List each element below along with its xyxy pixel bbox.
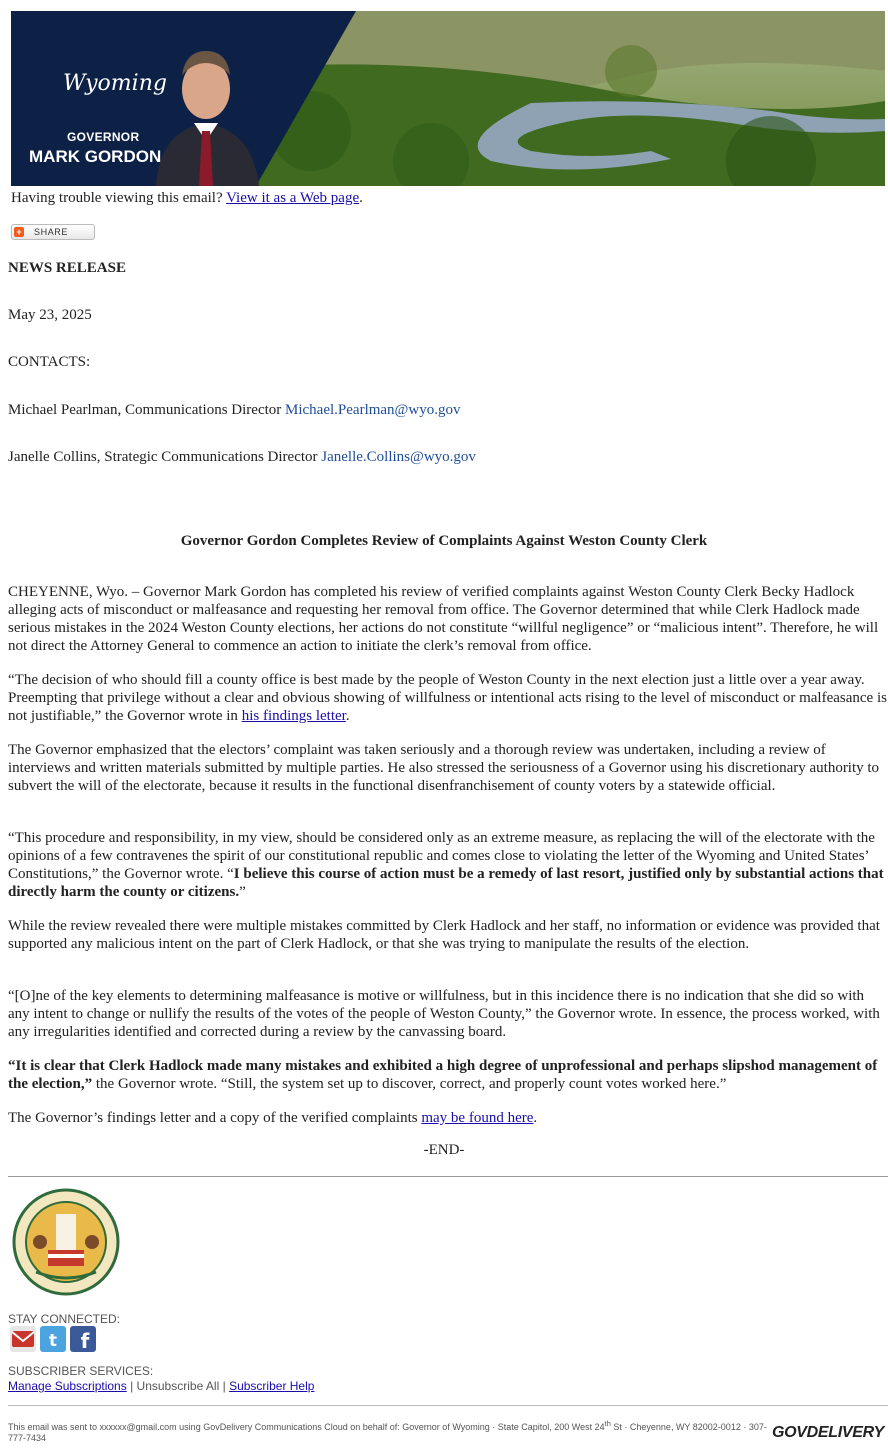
- subscriber-services-label: SUBSCRIBER SERVICES:: [8, 1364, 154, 1378]
- view-web-prefix: Having trouble viewing this email?: [11, 190, 223, 206]
- share-button[interactable]: [11, 224, 95, 240]
- complaints-link[interactable]: may be found here: [421, 1110, 534, 1126]
- state-seal-icon: [12, 1188, 120, 1296]
- email-icon[interactable]: [10, 1326, 36, 1352]
- view-web-notice: [11, 190, 363, 207]
- paragraph-4: [8, 829, 888, 901]
- footer-fine-print: [8, 1418, 778, 1444]
- headline: Governor Gordon Completes Review of Complaints Against Weston County Clerk: [180, 533, 708, 549]
- fine-print-address: St · Cheyenne, WY 82002-0012 · 307-777-7434: [8, 1422, 767, 1443]
- fine-print-text: This email was sent to xxxxxx@gmail.com using GovDelivery Communications Cloud on behalf of: Governor of Wyoming · State Capitol, 200 West 24: [8, 1422, 605, 1432]
- wyoming-logo: Wyoming: [63, 71, 167, 96]
- news-release-label: NEWS RELEASE: [8, 260, 126, 276]
- contact-2: [8, 448, 476, 466]
- findings-letter-link[interactable]: his findings letter: [241, 708, 346, 724]
- paragraph-3: The Governor emphasized that the electors’ complaint was taken seriously and a thorough review was undertaken, including a review of interviews and written materials submitted by multiple parties. He also stressed the seriousness of a Governor using his discretionary authority to subvert the will of the electorate, because it results in the functional disenfranchisement of county voters by a statewide official.: [8, 742, 880, 794]
- fine-print-superscript: th: [604, 1419, 611, 1428]
- manage-subscriptions-link[interactable]: Manage Subscriptions: [8, 1379, 127, 1393]
- paragraph-7-bold: “It is clear that Clerk Hadlock made many mistakes and exhibited a high degree of unprofessional and perhaps slipshod management of the election,”: [8, 1058, 878, 1092]
- footer-divider: [8, 1405, 888, 1406]
- unsubscribe-all-link[interactable]: Unsubscribe All: [136, 1379, 220, 1393]
- governor-label: GOVERNOR: [67, 130, 140, 144]
- separator-1: |: [130, 1379, 134, 1393]
- contact-1: [8, 401, 460, 419]
- paragraph-4-end: ”: [239, 884, 246, 900]
- paragraph-2: [8, 671, 888, 725]
- subscriber-links: [8, 1379, 314, 1393]
- paragraph-5: While the review revealed there were multiple mistakes committed by Clerk Hadlock and her staff, no information or evidence was provided that supported any malicious intent on the part of Clerk Hadlock, or that she was trying to manipulate the results of the election.: [8, 918, 880, 952]
- paragraph-7-text: the Governor wrote. “Still, the system set up to discover, correct, and properly count votes worked here.”: [92, 1076, 727, 1092]
- svg-text:t: t: [48, 1331, 58, 1351]
- twitter-icon[interactable]: [40, 1326, 66, 1352]
- share-label: SHARE: [34, 227, 69, 237]
- paragraph-1: CHEYENNE, Wyo. – Governor Mark Gordon has completed his review of verified complaints against Weston County Clerk Becky Hadlock alleging acts of misconduct or malfeasance and requesting her removal from office. The Governor determined that while Clerk Hadlock made serious mistakes in the 2024 Weston County elections, her actions do not constitute “willful negligence” or “malicious intent”. Therefore, he will not direct the Attorney General to commence an action to initiate the clerk’s removal from office.: [8, 584, 879, 654]
- paragraph-8: [8, 1109, 888, 1127]
- contact-1-text: Michael Pearlman, Communications Director: [8, 402, 282, 418]
- paragraph-4-bold: I believe this course of action must be a remedy of last resort, justified only by substantial actions that directly harm the county or citizens.: [8, 866, 884, 900]
- paragraph-4-text: “This procedure and responsibility, in my view, should be considered only as an extreme measure, as replacing the will of the electorate with the opinions of a few contravenes the spirit of our constitutional republic and comes close to violating the letter of the Wyoming and United States’ Constitutions,” the Governor wrote. “: [8, 830, 875, 882]
- svg-text:f: f: [80, 1329, 90, 1352]
- paragraph-8-text: The Governor’s findings letter and a copy of the verified complaints: [8, 1110, 422, 1126]
- release-date: May 23, 2025: [8, 307, 92, 323]
- govdelivery-logo[interactable]: GOVDELIVERY: [772, 1424, 884, 1441]
- view-web-link[interactable]: View it as a Web page: [226, 190, 360, 206]
- paragraph-6: “[O]ne of the key elements to determining malfeasance is motive or willfulness, but in this incidence there is no indication that she did so with any intent to change or nullify the results of the votes of the people of Weston County,” the Governor wrote. In essence, the process worked, with any irregularities identified and corrected during a review by the canvassing board.: [8, 988, 880, 1040]
- contacts-label: CONTACTS:: [8, 354, 91, 370]
- stay-connected-label: STAY CONNECTED:: [8, 1312, 121, 1326]
- governor-name: MARK GORDON: [29, 147, 162, 166]
- subscriber-help-link[interactable]: Subscriber Help: [229, 1379, 315, 1393]
- paragraph-2-end: .: [345, 708, 350, 724]
- header-banner: [11, 11, 885, 186]
- view-web-suffix: .: [359, 190, 363, 206]
- contact-2-email[interactable]: Janelle.Collins@wyo.gov: [321, 449, 476, 465]
- paragraph-7: [8, 1057, 888, 1093]
- paragraph-2-text: “The decision of who should fill a county office is best made by the people of Weston County in the next election just a little over a year away. Preempting that privilege without a clear and obvious showing of willfulness or intentional acts rising to the level of misconduct or malfeasance is not justifiable,” the Governor wrote in: [8, 672, 887, 724]
- plus-icon: +: [14, 227, 24, 237]
- contact-2-text: Janelle Collins, Strategic Communications Director: [8, 449, 318, 465]
- paragraph-8-end: .: [533, 1110, 538, 1126]
- separator-2: |: [222, 1379, 226, 1393]
- end-marker: -END-: [423, 1142, 465, 1158]
- divider: [8, 1176, 888, 1177]
- facebook-icon[interactable]: [70, 1326, 96, 1352]
- contact-1-email[interactable]: Michael.Pearlman@wyo.gov: [285, 402, 461, 418]
